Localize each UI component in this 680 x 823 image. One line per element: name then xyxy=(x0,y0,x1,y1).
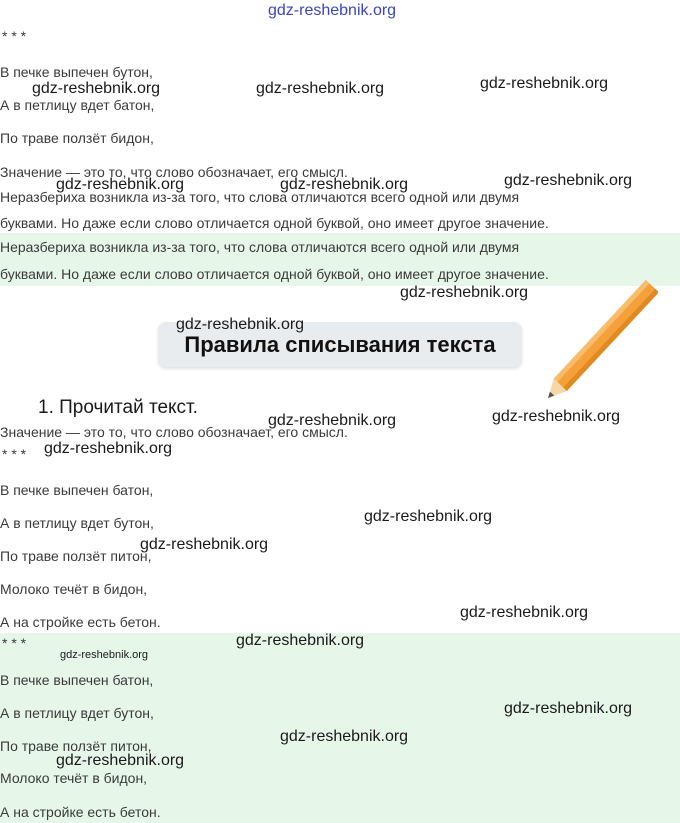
watermark: gdz-reshebnik.org xyxy=(56,752,185,769)
section-title: Правила списывания текста xyxy=(184,331,496,357)
copy-line-1: В печке выпечен батон, xyxy=(0,672,154,688)
watermark: gdz-reshebnik.org xyxy=(504,172,633,189)
copy-line-3: По траве ползёт питон, xyxy=(0,738,152,754)
highlight-text-2: буквами. Но даже если слово отличается одной буквой, оно имеет другое значение. xyxy=(0,266,549,282)
watermark: gdz-reshebnik.org xyxy=(176,316,305,333)
watermark: gdz-reshebnik.org xyxy=(44,440,173,457)
top-stars: * * * xyxy=(2,28,27,44)
top-confusion-2: буквами. Но даже если слово отличается одной буквой, оно имеет другое значение. xyxy=(0,215,549,231)
watermark-top: gdz-reshebnik.org xyxy=(268,2,397,19)
highlight-text-1: Неразбериха возникла из-за того, что слова отличаются всего одной или двумя xyxy=(0,239,520,255)
copy-line-4: Молоко течёт в бидон, xyxy=(0,770,148,786)
watermark: gdz-reshebnik.org xyxy=(504,700,633,717)
watermark: gdz-reshebnik.org xyxy=(400,284,529,301)
watermark: gdz-reshebnik.org xyxy=(56,176,185,193)
poem-stars: * * * xyxy=(2,446,27,462)
top-meaning: Значение — это то, что слово обозначает, его смысл. xyxy=(0,164,348,180)
top-line-1: В печке выпечен бутон, xyxy=(0,64,153,80)
copy-stars: * * * xyxy=(2,635,27,651)
poem-line-1: В печке выпечен батон, xyxy=(0,482,154,498)
watermark: gdz-reshebnik.org xyxy=(280,176,409,193)
watermark-small: gdz-reshebnik.org xyxy=(60,649,149,661)
watermark: gdz-reshebnik.org xyxy=(460,604,589,621)
copy-line-2: А в петлицу вдет бутон, xyxy=(0,705,154,721)
watermark: gdz-reshebnik.org xyxy=(364,508,493,525)
poem-line-3: По траве ползёт питон, xyxy=(0,548,152,564)
top-line-2: А в петлицу вдет батон, xyxy=(0,97,155,113)
watermark: gdz-reshebnik.org xyxy=(32,80,161,97)
watermark: gdz-reshebnik.org xyxy=(480,75,609,92)
watermark: gdz-reshebnik.org xyxy=(256,80,385,97)
watermark: gdz-reshebnik.org xyxy=(492,408,621,425)
task-heading: 1. Прочитай текст. xyxy=(38,397,198,418)
watermark: gdz-reshebnik.org xyxy=(140,536,269,553)
section-meaning: Значение — это то, что слово обозначает, его смысл. xyxy=(0,424,348,440)
top-line-3: По траве ползёт бидон, xyxy=(0,130,154,146)
poem-line-4: Молоко течёт в бидон, xyxy=(0,581,148,597)
watermark: gdz-reshebnik.org xyxy=(268,412,397,429)
poem-line-5: А на стройке есть бетон. xyxy=(0,614,161,630)
watermark: gdz-reshebnik.org xyxy=(236,632,365,649)
pencil-icon xyxy=(538,280,658,410)
watermark: gdz-reshebnik.org xyxy=(280,728,409,745)
top-confusion-1: Неразбериха возникла из-за того, что слова отличаются всего одной или двумя xyxy=(0,189,520,205)
poem-line-2: А в петлицу вдет бутон, xyxy=(0,515,154,531)
copy-line-5: А на стройке есть бетон. xyxy=(0,804,161,820)
